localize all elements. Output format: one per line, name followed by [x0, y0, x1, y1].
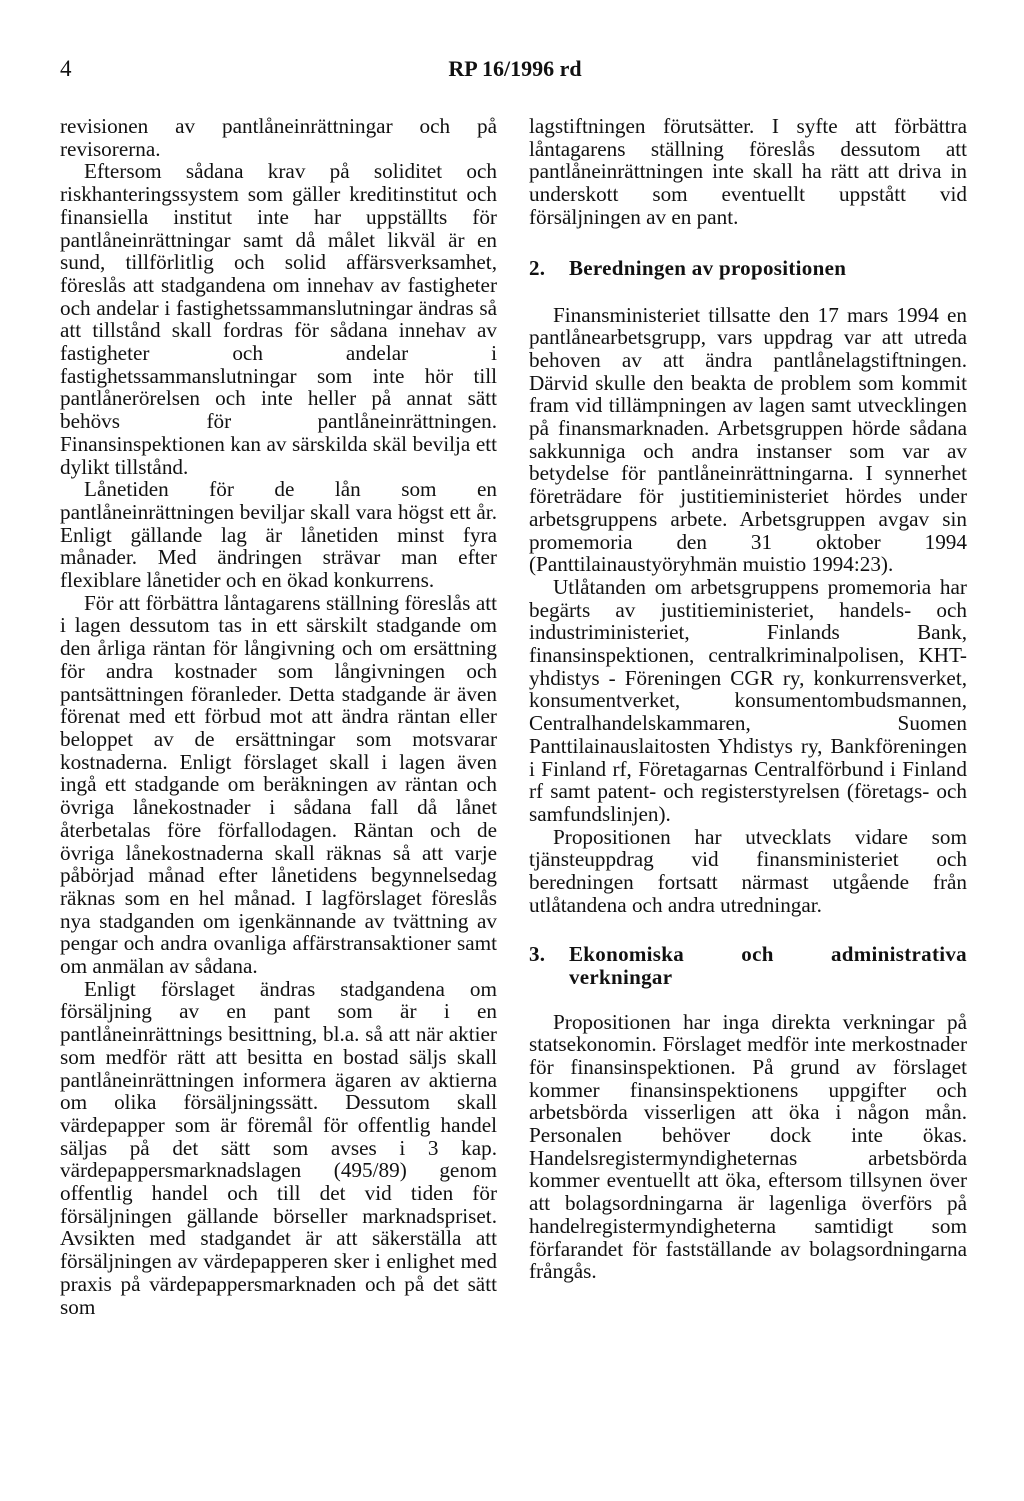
paragraph: revisionen av pantlåneinrättningar och på revisorerna. [60, 114, 497, 161]
section-heading-3 [529, 943, 967, 989]
paragraph: Propositionen har inga direkta verkningar på statsekonomin. Förslaget medför inte merkostnader för finansinspektionen. På grund av förslaget kommer finansinspektionens uppgifter och arbetsbörda visserligen att öka i någon mån. Personalen behöver dock inte ökas. Handelsregistermyndigheternas arbetsbörda kommer eventuellt att öka, eftersom tillsynen över att bolagsordningarna är lagenliga överförs på handelregistermyndigheterna samtidigt som förfarandet för fastställande av bolagsordningarna frångås. [529, 1009, 967, 1284]
document-reference: RP 16/1996 rd [448, 56, 582, 81]
paragraph: Propositionen har utvecklats vidare som tjänsteuppdrag vid finansministeriet och beredningen fortsatt närmast utgående från utlåtandena och andra utredningar. [529, 824, 967, 917]
page-number: 4 [60, 56, 72, 81]
page-header [60, 56, 970, 86]
section-heading-2 [529, 257, 967, 280]
paragraph: Eftersom sådana krav på soliditet och riskhanteringssystem som gäller kreditinstitut och finansiella institut inte har uppställts för pantlåneinrättningar samt då målet likväl är en sund, tillförlitlig och solid affärsverksamhet, föreslås att stadgandena om innehav av fastigheter och andelar i fastighetssammanslutningar ändras så att tillstånd skall fordras för sådana innehav av fastigheter och andelar i fastighetssammanslutningar som inte hör till pantlånerörelsen och inte heller på annat sätt behövs för pantlåneinrättningen. Finansinspektionen kan av särskilda skäl bevilja ett dylikt tillstånd. [60, 159, 497, 479]
paragraph: lagstiftningen förutsätter. I syfte att förbättra låntagarens ställning föreslås dessutom att pantlåneinrättningen inte skall ha rätt att driva in underskott som eventuellt uppstått vid försäljningen av en pant. [529, 114, 967, 229]
section-title: Beredningen av propositionen [569, 255, 847, 280]
paragraph: För att förbättra låntagarens ställning föreslås att i lagen dessutom tas in ett särskilt stadgande om den årliga räntan för långivning och om ersättning för andra kostnader som långivningen och pantsättningen föranleder. Detta stadgande är även förenat med ett förbud mot att ändra räntan eller beloppet av de ersättningar som motsvarar kostnaderna. Enligt förslaget skall i lagen även ingå ett stadgande om beräkningen av räntan och övriga lånekostnader i sådana fall då lånet återbetalas före förfallodagen. Räntan och de övriga lånekostnaderna skall räknas så att varje påbörjad månad efter lånetidens begynnelsedag räknas som en hel månad. I lagförslaget föreslås nya stadganden om igenkännande av tvättning av pengar och andra ovanliga affärstransaktioner samt om anmälan av sådana. [60, 590, 497, 979]
paragraph: Lånetiden för de lån som en pantlåneinrättningen beviljar skall vara högst ett år. Enligt gällande lag är lånetiden minst fyra månader. Med ändringen strävar man efter flexiblare lånetider och en ökad konkurrens. [60, 477, 497, 593]
left-column [60, 115, 497, 1318]
right-column [529, 115, 967, 1283]
section-number: 3. [529, 941, 546, 966]
paragraph: Utlåtanden om arbetsgruppens promemoria har begärts av justitieministeriet, handels- och industriministeriet, Finlands Bank, finansinspektionen, centralkriminalpolisen, KHT-yhdistys - Föreningen CGR ry, konkurrensverket, konsumentverket, konsumentombudsmannen, Centralhandelskammaren, Suomen Panttilainauslaitosten Yhdistys ry, Bankföreningen i Finland rf, Företagarnas Centralförbund i Finland rf samt patent- och registerstyrelsen (företags- och samfundslinjen). [529, 574, 967, 826]
paragraph: Finansministeriet tillsatte den 17 mars 1994 en pantlånearbetsgrupp, vars uppdrag var att utreda behoven av att ändra pantlånelagstiftningen. Därvid skulle den beakta de problem som kommit fram vid tillämpningen av lagen samt utvecklingen på finansmarknaden. Arbetsgruppen hörde sådana sakkunniga och andra instanser som var av betydelse för pantlåneinrättningarna. I synnerhet företrädare för justitieministeriet hördes under arbetsgruppens arbete. Arbetsgruppen avgav sin promemoria den 31 oktober 1994 (Panttilainaustyöryhmän muistio 1994:23). [529, 302, 967, 577]
section-title: Ekonomiska och administrativa verkningar [569, 941, 967, 989]
section-number: 2. [529, 255, 546, 280]
paragraph: Enligt förslaget ändras stadgandena om försäljning av en pant som är i en pantlåneinrättnings besittning, bl.a. så att när aktier som medför rätt att besitta en bostad säljs skall pantlåneinrättningen informera ägaren av aktierna om olika försäljningssätt. Dessutom skall värdepapper som är föremål för offentlig handel säljas på det sätt som avses i 3 kap. värdepappersmarknadslagen (495/89) genom offentlig handel och till det vid tiden för försäljningen gällande börseller marknadspriset. Avsikten med stadgandet är att säkerställa att försäljningen av värdepapperen sker i enlighet med praxis på värdepappersmarknaden och på det sätt som [60, 976, 497, 1319]
